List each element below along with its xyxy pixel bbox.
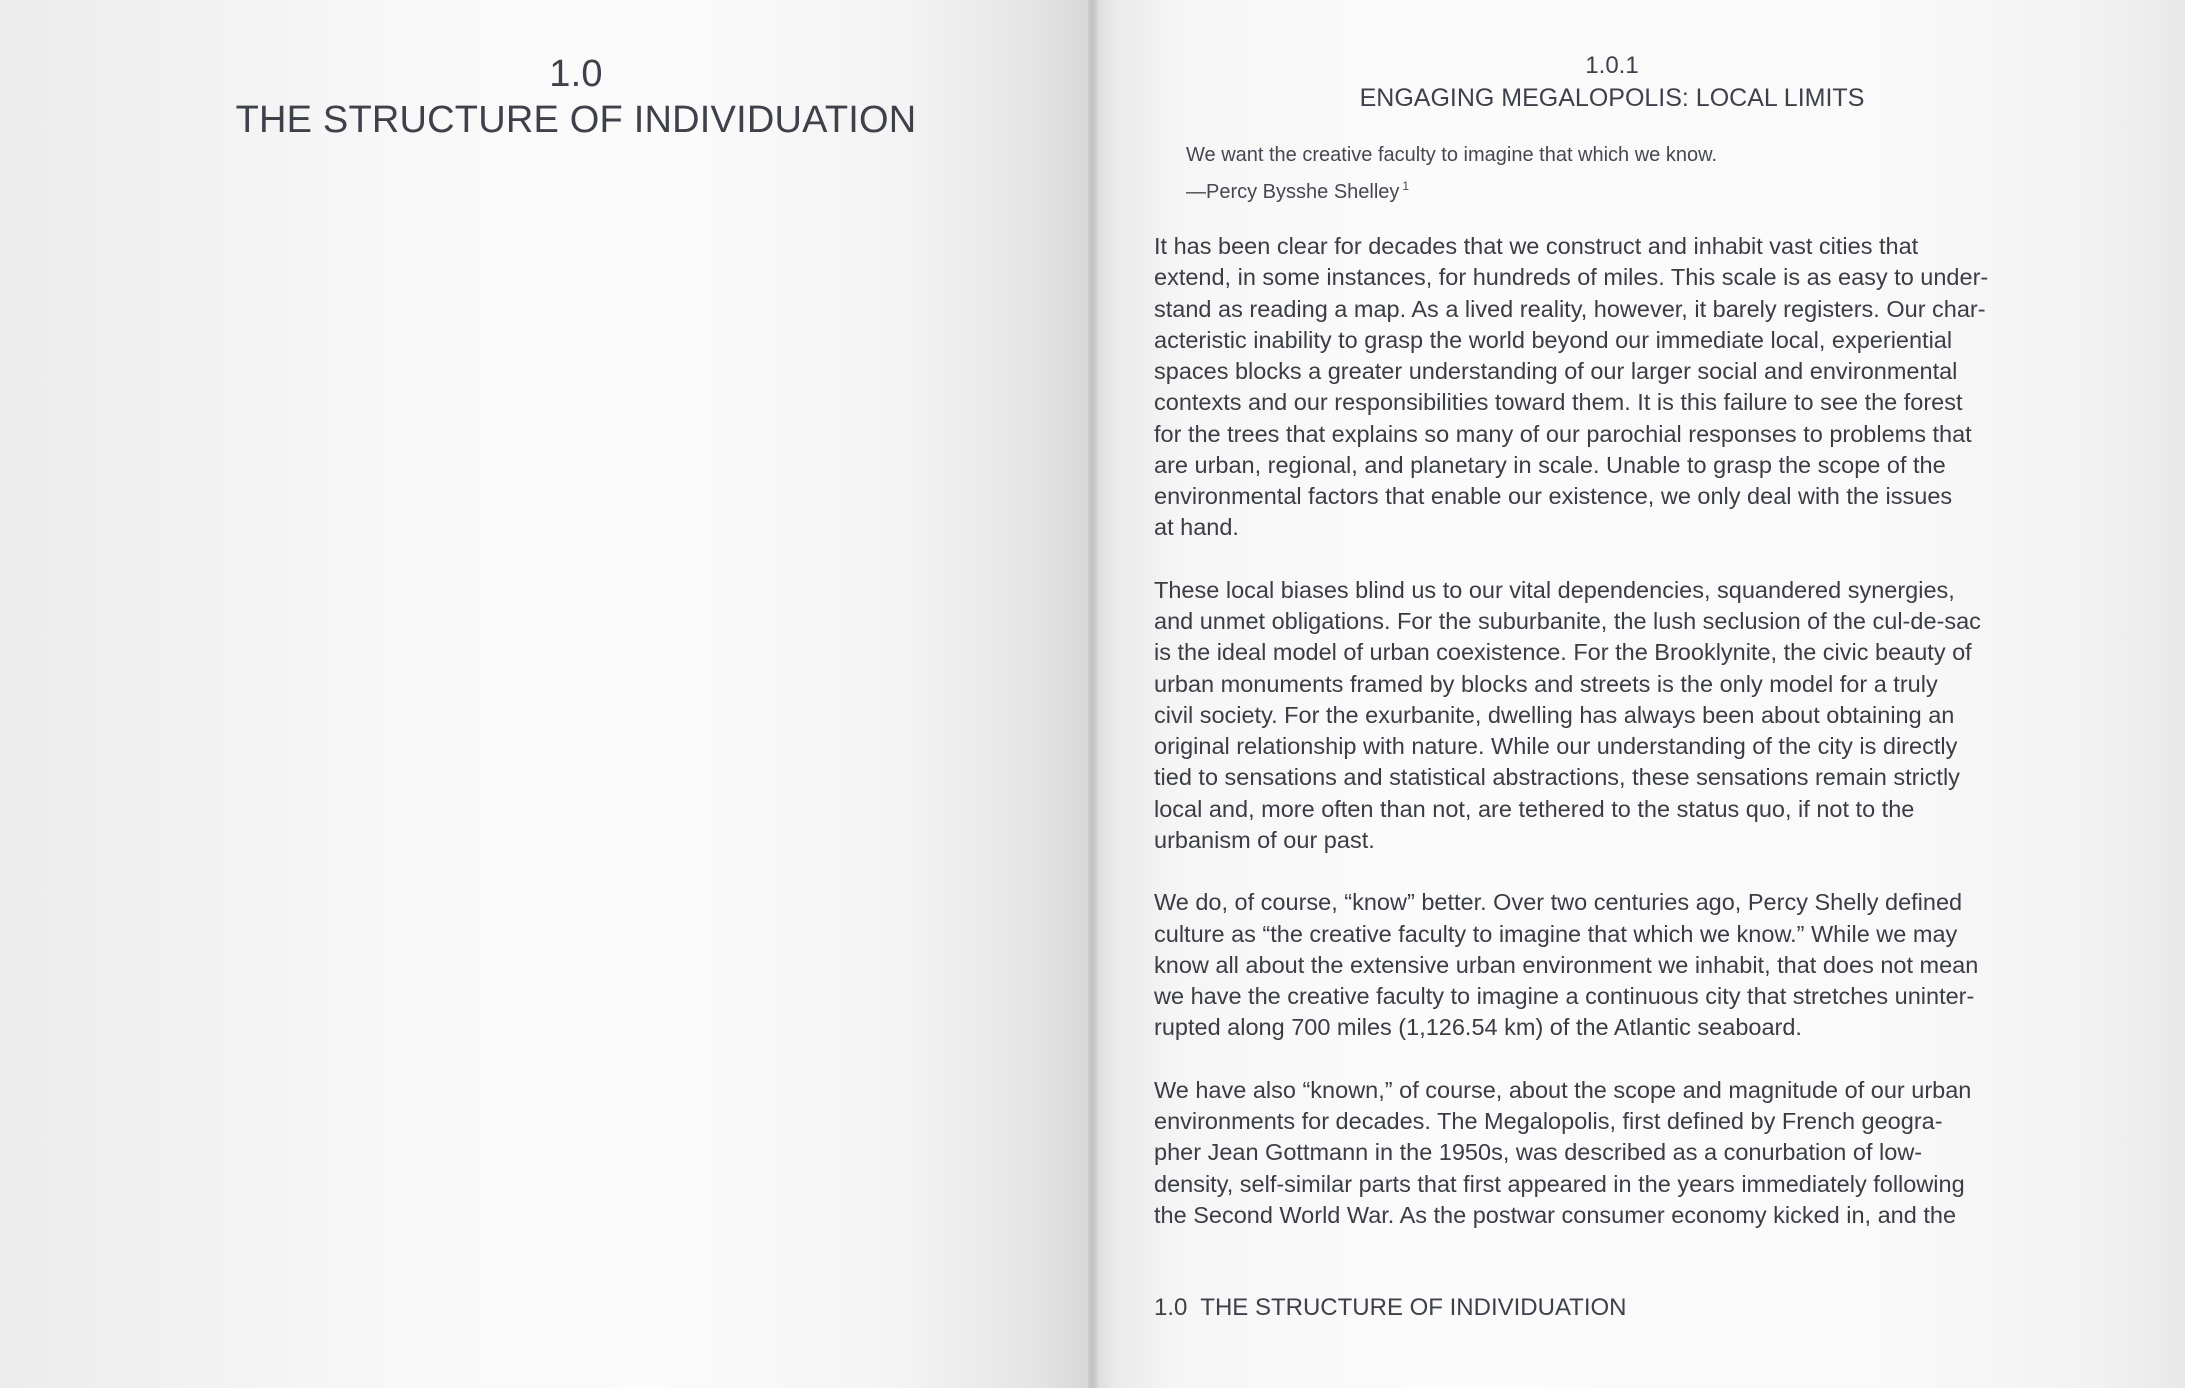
section-title: ENGAGING MEGALOPOLIS: LOCAL LIMITS <box>1359 84 1865 112</box>
text-line: rupted along 700 miles (1,126.54 km) of the Atlantic seaboard. <box>1154 1014 1802 1041</box>
text-line: environmental factors that enable our existence, we only deal with the issues <box>1154 483 1953 509</box>
text-line: know all about the extensive urban environment we inhabit, that does not mean <box>1154 951 1979 978</box>
epigraph-quote: We want the creative faculty to imagine that which we know. <box>1186 144 1718 166</box>
text-line: acteristic inability to grasp the world beyond our immediate local, experiential <box>1154 326 1953 353</box>
text-line: at hand. <box>1154 514 1239 541</box>
section-heading <box>1200 50 2024 114</box>
text-line: culture as “the creative faculty to imagine that which we know.” While we may <box>1154 920 1958 947</box>
epigraph <box>1186 140 2086 208</box>
text-line: local and, more often than not, are tethered to the status quo, if not to the <box>1154 795 1915 822</box>
text-line: It has been clear for decades that we construct and inhabit vast cities that <box>1154 233 1919 259</box>
body-paragraph <box>1154 1075 2074 1231</box>
text-line: These local biases blind us to our vital dependencies, squandered synergies, <box>1154 576 1955 603</box>
text-line: urbanism of our past. <box>1154 826 1375 853</box>
text-line: we have the creative faculty to imagine a continuous city that stretches uninter- <box>1154 983 1975 1009</box>
epigraph-attribution <box>1186 171 2086 208</box>
text-line: spaces blocks a greater understanding of our larger social and environmental <box>1154 358 1958 384</box>
footer-chapter-number: 1.0 <box>1154 1294 1188 1321</box>
footnote-marker[interactable]: 1 <box>1402 179 1410 193</box>
body-paragraph <box>1154 231 2074 544</box>
text-line: density, self-similar parts that first appeared in the years immediately following <box>1154 1170 1965 1197</box>
text-line: is the ideal model of urban coexistence. For the Brooklynite, the civic beauty of <box>1154 639 1972 666</box>
text-line: the Second World War. As the postwar consumer economy kicked in, and the <box>1154 1201 1957 1228</box>
text-line: civil society. For the exurbanite, dwelling has always been about obtaining an <box>1154 701 1955 728</box>
footer-chapter-title: THE STRUCTURE OF INDIVIDUATION <box>1200 1294 1627 1321</box>
text-line: We have also “known,” of course, about the scope and magnitude of our urban <box>1154 1076 1972 1103</box>
epigraph-author: —Percy Bysshe Shelley <box>1186 181 1400 203</box>
text-line: are urban, regional, and planetary in scale. Unable to grasp the scope of the <box>1154 451 1946 478</box>
text-line: We do, of course, “know” better. Over two centuries ago, Percy Shelly defined <box>1154 889 1963 916</box>
body-paragraph <box>1154 575 2074 856</box>
chapter-number: 1.0 <box>549 53 603 95</box>
text-line: tied to sensations and statistical abstractions, these sensations remain strictly <box>1154 764 1960 791</box>
text-line: environments for decades. The Megalopolis, first defined by French geogra- <box>1154 1108 1943 1134</box>
book-gutter <box>1088 0 1098 1388</box>
text-line: for the trees that explains so many of our parochial responses to problems that <box>1154 420 1972 447</box>
text-line: pher Jean Gottmann in the 1950s, was described as a conurbation of low- <box>1154 1139 1923 1166</box>
text-line: extend, in some instances, for hundreds of miles. This scale is as easy to under- <box>1154 264 1989 291</box>
chapter-title: THE STRUCTURE OF INDIVIDUATION <box>235 99 917 141</box>
text-line: contexts and our responsibilities toward them. It is this failure to see the forest <box>1154 389 1963 416</box>
body-text <box>1154 231 2074 1262</box>
section-number: 1.0.1 <box>1585 52 1639 79</box>
running-footer <box>1154 1292 1627 1324</box>
text-line: urban monuments framed by blocks and streets is the only model for a truly <box>1154 670 1938 697</box>
text-line: original relationship with nature. While our understanding of the city is directly <box>1154 733 1958 759</box>
text-line: and unmet obligations. For the suburbanite, the lush seclusion of the cul-de-sac <box>1154 608 1981 634</box>
body-paragraph <box>1154 887 2074 1043</box>
text-line: stand as reading a map. As a lived reality, however, it barely registers. Our char- <box>1154 295 1986 322</box>
chapter-heading <box>200 50 952 142</box>
